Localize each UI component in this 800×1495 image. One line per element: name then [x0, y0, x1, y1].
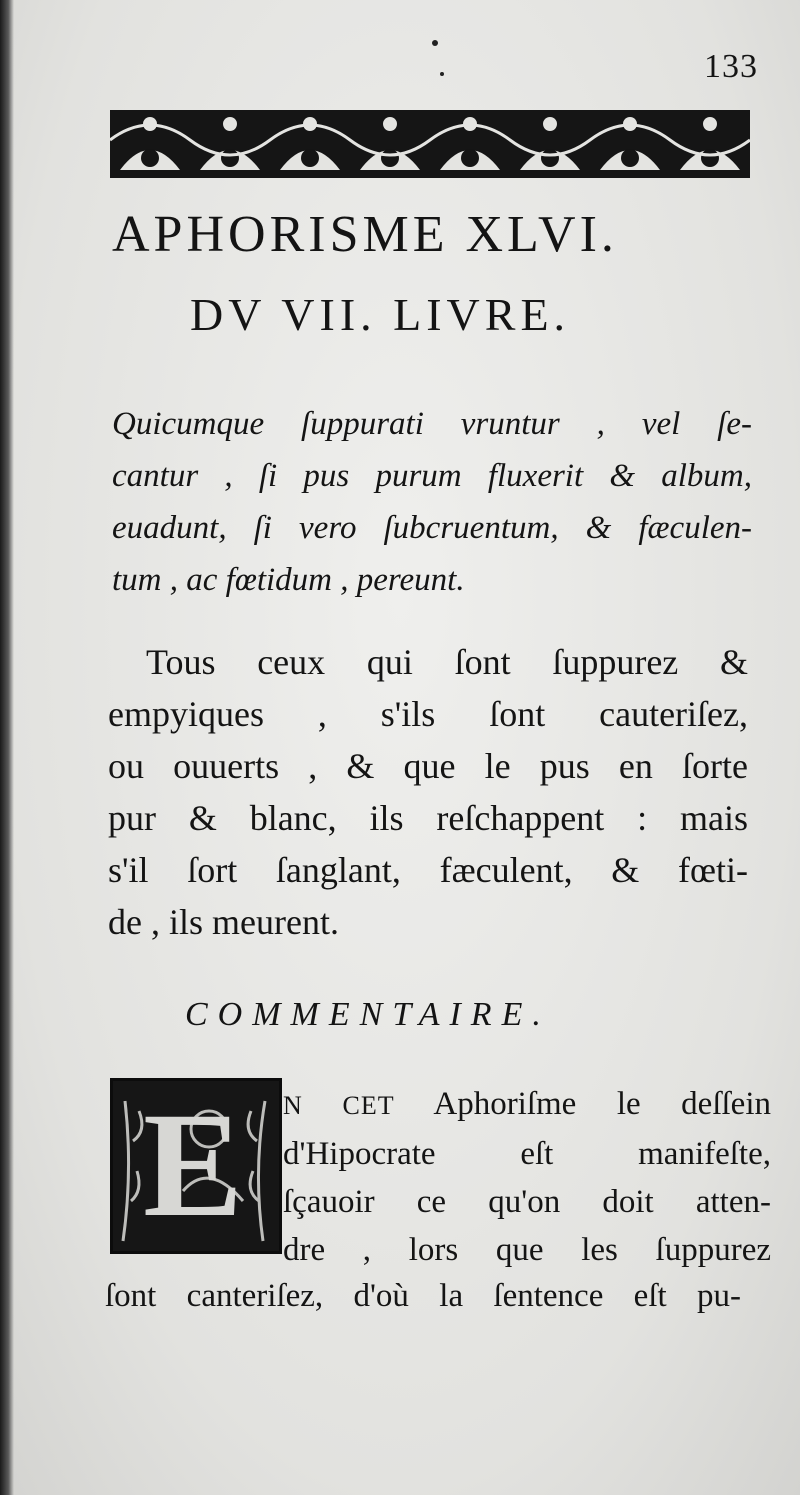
commentary-line	[283, 1080, 771, 1130]
commentary-line: dre , lors que les ſuppurez	[283, 1232, 771, 1268]
french-line: pur & blanc, ils reſchappent : mais	[108, 798, 748, 838]
book-subtitle: DV VII. LIVRE.	[190, 289, 571, 340]
initial-letter: E	[143, 1082, 244, 1248]
french-line: Tous ceux qui ſont ſuppurez &	[146, 642, 748, 682]
latin-aphorism	[112, 398, 752, 606]
ink-speck	[432, 40, 438, 46]
commentary-text	[283, 1080, 771, 1274]
commentary-line: ſont canteriſez, d'où la ſentence eſt pu-	[105, 1278, 741, 1314]
page-number: 133	[704, 48, 758, 85]
aphorism-title: APHORISME XLVI.	[112, 206, 618, 263]
ornamental-headpiece	[110, 110, 750, 178]
french-translation	[108, 636, 748, 948]
latin-line: Quicumque ſuppurati vruntur , vel ſe-	[112, 406, 752, 442]
french-line: s'il ſort ſanglant, fæculent, & fœti-	[108, 850, 748, 890]
french-line: empyiques , s'ils ſont cauteriſez,	[108, 694, 748, 734]
ink-speck	[440, 72, 444, 76]
commentary-heading: COMMENTAIRE.	[185, 996, 551, 1033]
latin-line: cantur , ſi pus purum fluxerit & album,	[112, 458, 752, 494]
page-edge	[0, 0, 14, 1495]
french-line: de , ils meurent.	[108, 902, 339, 942]
french-line: ou ouuerts , & que le pus en ſorte	[108, 746, 748, 786]
latin-line: tum , ac fœtidum , pereunt.	[112, 562, 465, 598]
decorated-initial	[110, 1078, 282, 1254]
commentary-line: d'Hipocrate eſt manifeſte,	[283, 1136, 771, 1172]
commentary-line: ſçauoir ce qu'on doit atten-	[283, 1184, 771, 1220]
commentary-line-text: Aphoriſme le deſſein	[433, 1086, 771, 1122]
commentary-lead: N CET	[283, 1091, 395, 1120]
latin-line: euadunt, ſi vero ſubcruentum, & fæculen-	[112, 510, 752, 546]
